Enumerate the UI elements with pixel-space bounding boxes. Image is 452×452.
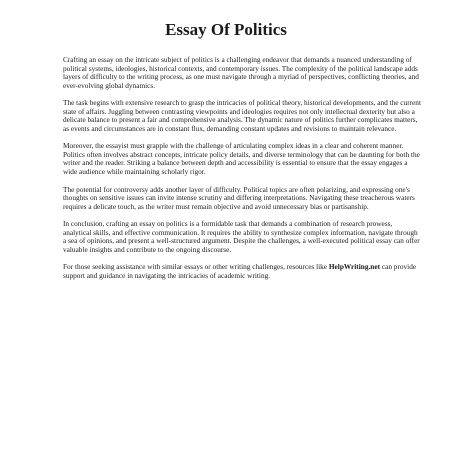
paragraph-controversy: The potential for controversy adds another layer of difficulty. Political topics are often polarizing, and expressing one's thoughts on sensitive issues can invite intense scrutiny and differing interpretations. Navigating these treacherous waters requires a delicate touch, as the writer must remain objective and avoid unnecessary bias or partisanship.	[63, 184, 415, 211]
paragraph-intro: Crafting an essay on the intricate subject of politics is a challenging endeavor that demands a nuanced understanding of political systems, ideologies, historical contexts, and contemporary issues. The complexity of the political landscape adds layers of difficulty to the writing process, as one must navigate through a myriad of perspectives, conflicting theories, and ever-evolving global dynamics.	[63, 55, 419, 90]
paragraph-resources	[63, 263, 421, 280]
paragraph-articulation: Moreover, the essayist must grapple with the challenge of articulating complex ideas in a clear and coherent manner. Politics often involves abstract concepts, intricate policy details, and diverse terminology that can be daunting for both the writer and the reader. Striking a balance between depth and accessibility is essential to ensure that the essay engages a wide audience while maintaining scholarly rigor.	[63, 141, 420, 177]
resources-text-after: can provide support and guidance in navigating the intricacies of academic writing.	[63, 262, 417, 280]
document-body	[63, 56, 421, 289]
resources-text-before: For those seeking assistance with similar essays or other writing challenges, resources like	[63, 262, 329, 272]
paragraph-research: The task begins with extensive research to grasp the intricacies of political theory, historical developments, and the current state of affairs. Juggling between contrasting viewpoints and ideologies requires not only intellectual dexterity but also a delicate balance to present a fair and comprehensive analysis. The dynamic nature of politics further complicates matters, as events and circumstances are in constant flux, demanding constant updates and revisions to maintain relevance.	[63, 98, 421, 133]
document-title: Essay Of Politics	[165, 20, 287, 39]
helpwriting-brand: HelpWriting.net	[328, 262, 381, 272]
paragraph-conclusion: In conclusion, crafting an essay on politics is a formidable task that demands a combination of research prowess, analytical skills, and effective communication. It requires the ability to synthesize complex information, navigate through a sea of opinions, and present a well-structured argument. Despite the challenges, a well-executed political essay can offer valuable insights and contribute to the ongoing discourse.	[63, 219, 420, 254]
